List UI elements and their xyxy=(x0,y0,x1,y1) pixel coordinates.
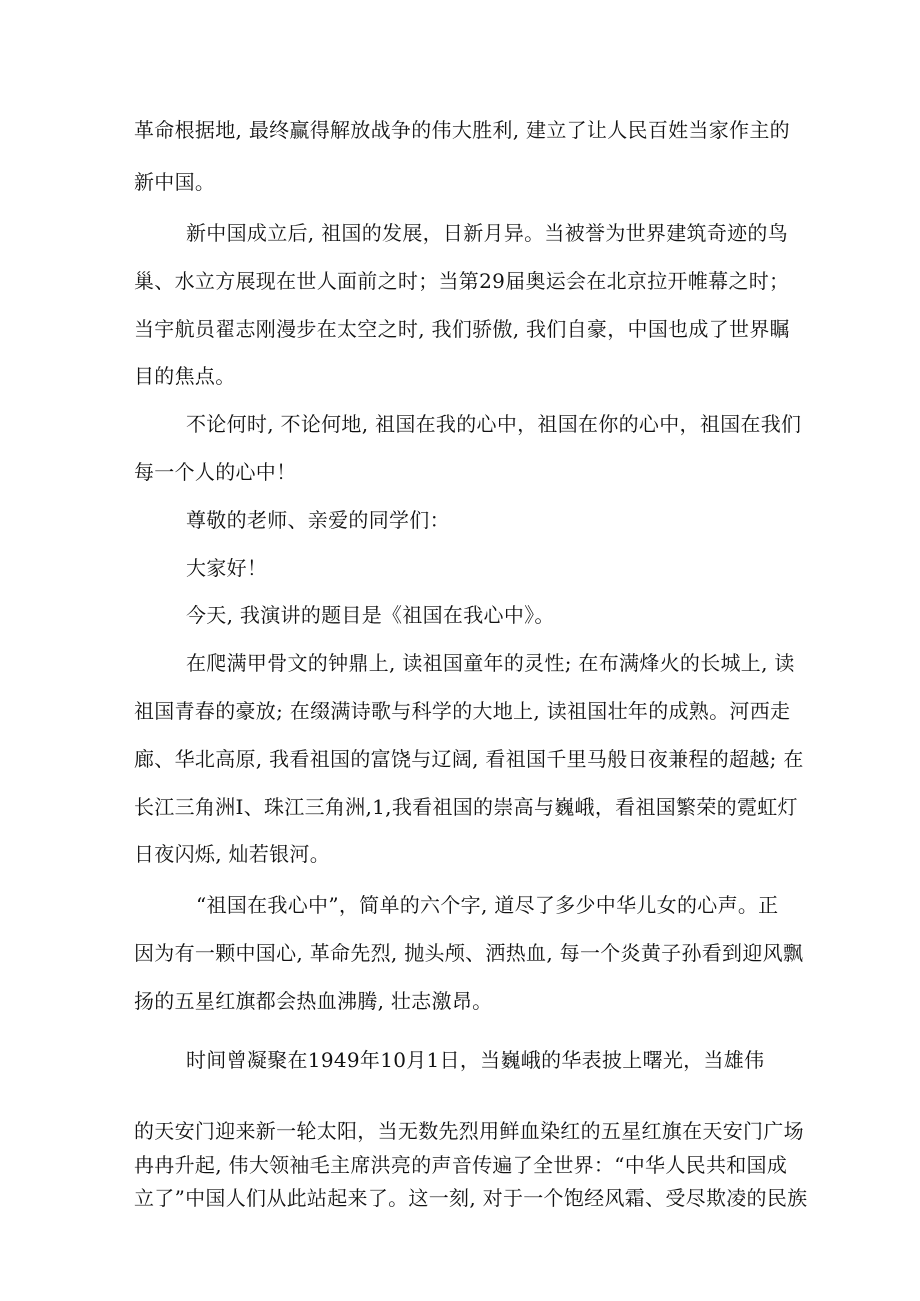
text-line: 日夜闪烁, 灿若银河。 xyxy=(134,842,331,866)
text-line: 立了”中国人们从此站起来了。这一刻, 对于一个饱经风霜、受尽欺凌的民族 xyxy=(134,1186,808,1210)
text-line: 巢、水立方展现在世人面前之时；当第29届奥运会在北京拉开帷幕之时； xyxy=(134,269,790,293)
text-line: 冉冉升起, 伟大领袖毛主席洪亮的声音传遍了全世界：“中华人民共和国成 xyxy=(134,1153,788,1177)
salutation: 尊敬的老师、亲爱的同学们： xyxy=(186,508,450,532)
text-line: 长江三角洲I、珠江三角洲,1,我看祖国的崇高与巍峨，看祖国繁荣的霓虹灯 xyxy=(134,795,798,819)
text-line: 的天安门迎来新一轮太阳，当无数先烈用鲜血染红的五星红旗在天安门广场 xyxy=(134,1119,804,1143)
text-line: 时间曾凝聚在1949年10月1日，当巍峨的华表披上曙光，当雄伟 xyxy=(186,1048,765,1072)
text-line: 廊、华北高原, 我看祖国的富饶与辽阔, 看祖国千里马般日夜兼程的超越; 在 xyxy=(134,747,804,771)
text-line: 新中国。 xyxy=(134,170,216,194)
text-line: 扬的五星红旗都会热血沸腾, 壮志激昂。 xyxy=(134,989,493,1013)
speech-title-line: 今天, 我演讲的题目是《祖国在我心中》。 xyxy=(186,603,555,627)
text-line: 目的焦点。 xyxy=(134,364,236,388)
text-line: 不论何时, 不论何地, 祖国在我的心中，祖国在你的心中，祖国在我们 xyxy=(186,412,802,436)
text-line: 当宇航员翟志刚漫步在太空之时, 我们骄傲, 我们自豪，中国也成了世界瞩 xyxy=(134,317,790,341)
text-line: 新中国成立后, 祖国的发展，日新月异。当被誉为世界建筑奇迹的鸟 xyxy=(186,221,789,245)
text-line: “祖国在我心中”，简单的六个字, 道尽了多少中华儿女的心声。正 xyxy=(196,893,779,917)
text-line: 每一个人的心中！ xyxy=(134,460,297,484)
text-line: 在爬满甲骨文的钟鼎上, 读祖国童年的灵性; 在布满烽火的长城上, 读 xyxy=(186,651,795,675)
text-line: 祖国青春的豪放; 在缀满诗歌与科学的大地上, 读祖国壮年的成熟。河西走 xyxy=(134,699,791,723)
text-line: 因为有一颗中国心, 革命先烈, 抛头颅、洒热血, 每一个炎黄子孙看到迎风飘 xyxy=(134,941,804,965)
greeting: 大家好！ xyxy=(186,556,268,580)
text-line: 革命根据地, 最终赢得解放战争的伟大胜利, 建立了让人民百姓当家作主的 xyxy=(134,118,790,142)
